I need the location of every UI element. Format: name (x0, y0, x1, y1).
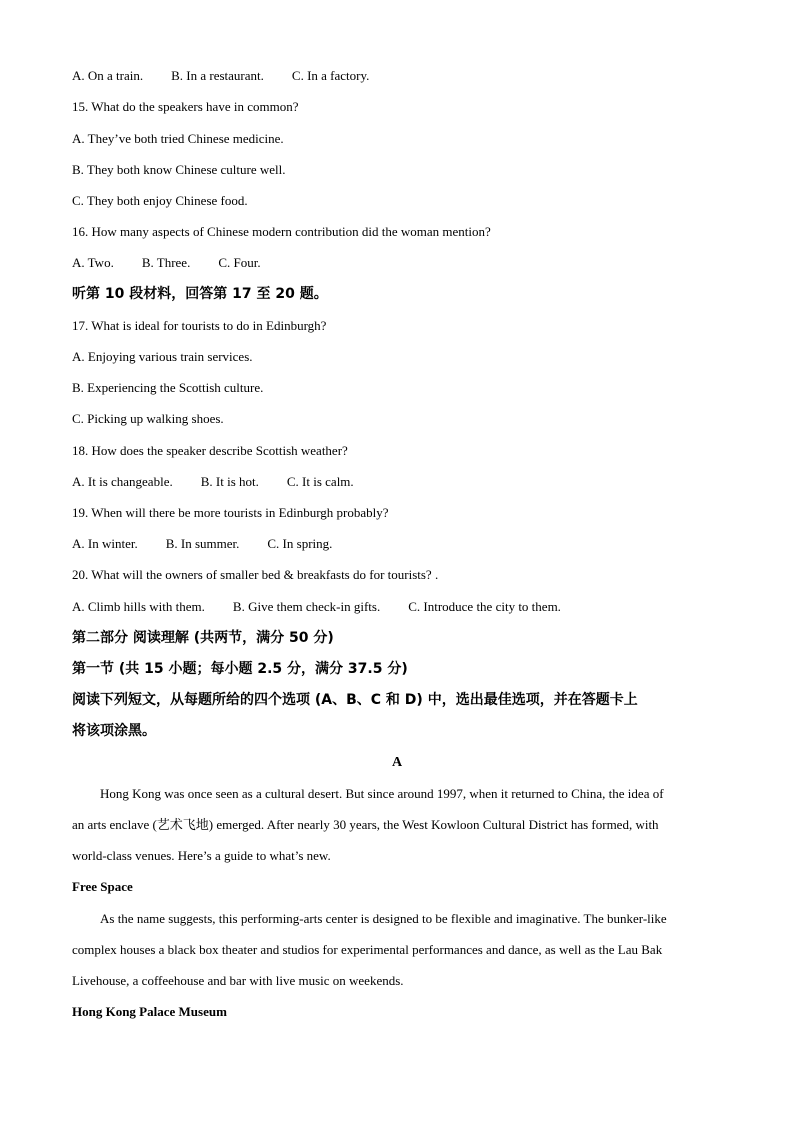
heading-free-space: Free Space (72, 879, 133, 894)
q20-stem: 20. What will the owners of smaller bed & breakfasts do for tourists? . (72, 567, 439, 582)
paragraph-1-line-1: Hong Kong was once seen as a cultural desert. But since around 1997, when it returned to China, the idea of (100, 786, 664, 801)
q17-option-b: B. Experiencing the Scottish culture. (72, 380, 264, 395)
q17-option-a: A. Enjoying various train services. (72, 349, 253, 364)
option-c: C. In a factory. (291, 68, 370, 83)
instructions-line-1: 阅读下列短文，从每题所给的四个选项 (A、B、C 和 D) 中，选出最佳选项，并在答题卡上 (72, 692, 638, 708)
q16-options (72, 255, 261, 271)
q15-option-a: A. They’ve both tried Chinese medicine. (72, 131, 284, 146)
option-c: C. Four. (218, 255, 261, 270)
option-a: A. On a train. (72, 68, 144, 83)
option-c: C. Introduce the city to them. (408, 599, 561, 614)
option-b: B. Three. (141, 255, 191, 270)
option-c: C. It is calm. (286, 474, 354, 489)
option-a: A. Climb hills with them. (72, 599, 205, 614)
paragraph-1-line-3: world-class venues. Here’s a guide to what’s new. (72, 848, 331, 863)
q19-options (72, 536, 332, 552)
paragraph-2-line-2: complex houses a black box theater and studios for experimental performances and dance, as well as the Lau Bak (72, 942, 663, 957)
option-b: B. Give them check-in gifts. (232, 599, 381, 614)
section-heading-10: 听第 10 段材料，回答第 17 至 20 题。 (72, 286, 328, 302)
q17-stem: 17. What is ideal for tourists to do in Edinburgh? (72, 318, 327, 333)
q20-options (72, 599, 561, 615)
heading-palace-museum: Hong Kong Palace Museum (72, 1004, 227, 1019)
q15-option-b: B. They both know Chinese culture well. (72, 162, 286, 177)
option-a: A. In winter. (72, 536, 138, 551)
instructions-line-2: 将该项涂黑。 (72, 723, 156, 739)
q16-stem: 16. How many aspects of Chinese modern contribution did the woman mention? (72, 224, 491, 239)
option-c: C. In spring. (267, 536, 333, 551)
option-b: B. It is hot. (200, 474, 259, 489)
q18-stem: 18. How does the speaker describe Scottish weather? (72, 443, 348, 458)
option-b: B. In a restaurant. (171, 68, 264, 83)
passage-letter: A (391, 755, 403, 770)
option-a: A. Two. (72, 255, 114, 270)
part-two-title: 第二部分 阅读理解 (共两节，满分 50 分) (72, 630, 334, 646)
section-one-title: 第一节 (共 15 小题；每小题 2.5 分，满分 37.5 分) (72, 661, 408, 677)
option-a: A. It is changeable. (72, 474, 173, 489)
option-b: B. In summer. (165, 536, 240, 551)
q19-stem: 19. When will there be more tourists in Edinburgh probably? (72, 505, 389, 520)
q14-options (72, 68, 369, 84)
q18-options (72, 474, 354, 490)
paragraph-1-line-2: an arts enclave (艺术飞地) emerged. After nearly 30 years, the West Kowloon Cultural District has formed, with (72, 817, 659, 832)
paragraph-2-line-1: As the name suggests, this performing-arts center is designed to be flexible and imaginative. The bunker-like (100, 911, 667, 926)
q15-option-c: C. They both enjoy Chinese food. (72, 193, 248, 208)
q15-stem: 15. What do the speakers have in common? (72, 99, 299, 114)
paragraph-2-line-3: Livehouse, a coffeehouse and bar with live music on weekends. (72, 973, 404, 988)
q17-option-c: C. Picking up walking shoes. (72, 411, 224, 426)
